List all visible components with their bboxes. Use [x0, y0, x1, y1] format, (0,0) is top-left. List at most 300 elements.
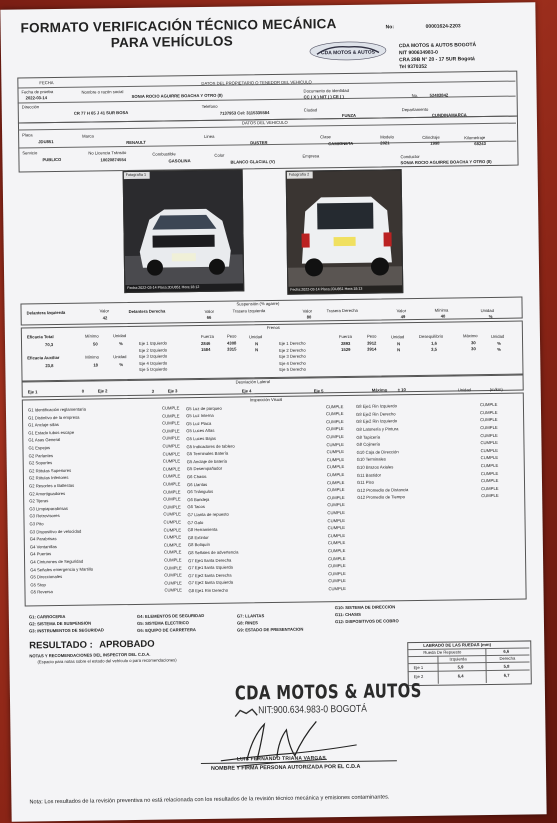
eje2-izq-fuerza: 1584 [201, 346, 211, 353]
labrado-repuesto-label: Rueda De Repuesto [423, 649, 462, 655]
inspeccion-item: G4 Señales emergencia y Martillo [30, 566, 94, 573]
unidad-label-1: Unidad [112, 333, 127, 339]
susp-unidad: % [488, 313, 493, 319]
inspeccion-status: CUMPLE [162, 412, 180, 419]
eficacia-aux-label: Eficacia Auxiliar [27, 354, 60, 361]
inspeccion-item: G1 Estado tubos escape [28, 429, 75, 436]
eficacia-total-unit: % [118, 341, 123, 347]
resultado-value: APROBADO [99, 638, 155, 651]
inspeccion-status: CUMPLE [326, 434, 344, 440]
susp-tras-der-label: Trasera Derecha [326, 307, 358, 314]
inspeccion-item: G11 Bastidor [356, 472, 382, 478]
depto: CUNDINAMARCA [431, 112, 467, 118]
company-name: CDA MOTOS & AUTOS BOGOTÁ [398, 42, 477, 50]
eje2-der-peso: 3914 [367, 346, 377, 352]
company-nit: NIT 900634983-0 [398, 49, 438, 57]
inspeccion-item: G4 Puertas [29, 551, 52, 557]
linea-label: Linea [204, 133, 215, 139]
conductor: SONIA ROCIO AGUIRRE BOACHA Y OTRO (8) [400, 158, 492, 166]
grupo-g12: G12: DISPOSITIVOS DE COBRO [334, 618, 399, 625]
eficacia-aux: 23,8 [45, 363, 54, 369]
combustible-label: Combustible [152, 151, 176, 157]
susp-unidad-label: Unidad [480, 307, 494, 314]
inspeccion-item: G5 Desempañador [186, 466, 223, 472]
labrado-izq-label: Izquierda [449, 656, 467, 662]
inspeccion-item: G8 Botiquín [187, 542, 211, 548]
photo1-label: Fotografía 1 [125, 172, 147, 178]
inspeccion-status: CUMPLE [480, 478, 499, 484]
doc-types: CC ( X ) NIT ( ) CE ( ) [303, 93, 344, 100]
grupo-g1: G1: CARROCERIA [28, 613, 66, 620]
desv-eje3-label: Eje 3 [167, 388, 178, 394]
km-label: Kilometraje [464, 135, 486, 141]
inspeccion-status: CUMPLE [326, 449, 345, 455]
cilindraje: 1998 [430, 140, 440, 146]
eje-der-2: Eje 2 Derecho [279, 347, 306, 353]
frenos-title: Frenos [266, 324, 280, 331]
inspeccion-item: G5 Anclaje de batería [186, 458, 227, 465]
vehicle-photo-front [123, 169, 245, 293]
owner-name: SONIA ROCIO AGUIRRE BOACHA Y OTRO (8) [131, 92, 223, 99]
inspeccion-status: CUMPLE [326, 418, 344, 425]
inspeccion-item: G8 Tapicería [356, 434, 381, 440]
max-1: 30 [471, 340, 476, 346]
inspeccion-item: G3 Pito [29, 521, 44, 527]
inspeccion-item: G5 Luz Placa [186, 420, 212, 427]
inspeccion-item: G6 Tacos [187, 504, 205, 510]
inspeccion-item: G3 Limpiaparabrisas [29, 505, 68, 512]
inspeccion-item: G7 Eje1 llanta Izquierda [188, 564, 233, 571]
desv-unidad: (m/km) [489, 386, 503, 392]
inspeccion-status: CUMPLE [480, 417, 498, 423]
cda-stamp-name: CDA MOTOS & AUTOS [234, 679, 422, 705]
inspeccion-item: G7 Eje2 llanta Derecha [188, 572, 232, 579]
placa-label: Placa [22, 132, 33, 138]
inspeccion-item: G1 Anclaje sillas [28, 422, 59, 428]
company-tel: Tel 9370352 [399, 63, 427, 71]
inspeccion-status: CUMPLE [480, 470, 499, 476]
inspeccion-status: CUMPLE [163, 496, 181, 502]
grupo-g11: G11: CHASIS [334, 611, 361, 618]
eje2-izq-peso: 3315 [227, 346, 237, 352]
doc-title-line2: PARA VEHÍCULOS [110, 33, 233, 51]
suspension-title: Suspensión (% agarre) [236, 300, 280, 307]
inspeccion-item: G8 Extintor [187, 534, 209, 541]
eje-izq-1: Eje 1 Izquierdo [138, 340, 167, 346]
inspeccion-item: G8 Eje2 Rin Derecho [356, 411, 396, 417]
inspeccion-status: CUMPLE [162, 481, 181, 487]
inspeccion-item: G5 Terminales Batería [186, 450, 229, 457]
grupo-g4: G4: ELEMENTOS DE SEGURIDAD [136, 612, 205, 619]
labrado-eje1: Eje 1 [413, 664, 424, 671]
inspeccion-status: CUMPLE [326, 464, 345, 470]
grupo-g7: G7: LLANTAS [236, 613, 265, 619]
no-label: No: [385, 24, 395, 31]
fecha-prueba-label: Fecha de prueba [21, 89, 54, 95]
desv-eje4-label: Eje 4 [241, 388, 252, 394]
desv-maximo-label: Máximo [371, 387, 388, 393]
deseq-2: 3,5 [431, 346, 438, 352]
eje2-izq-unit: N [255, 347, 259, 353]
inspeccion-item: G12 Promedio de Distancia [357, 486, 409, 493]
eje-der-4: Eje 4 Derecho [279, 360, 306, 366]
inspeccion-status: CUMPLE [327, 532, 346, 539]
eje2-der-fuerza: 1529 [341, 346, 351, 353]
deseq-unit-1: % [497, 340, 501, 346]
inspeccion-status: CUMPLE [326, 479, 345, 485]
inspeccion-status: CUMPLE [480, 455, 499, 461]
cda-stamp-nit: NIT:900.634.983-0 BOGOTÁ [258, 703, 367, 717]
inspeccion-status: CUMPLE [328, 563, 346, 569]
labrado-title: LABRADO DE LAS RUEDAS (mm) [423, 641, 492, 648]
inspeccion-status: CUMPLE [326, 456, 345, 463]
inspeccion-item: G5 Luces Altas [186, 428, 215, 434]
clase: CAMIONETA [328, 140, 354, 147]
inspeccion-item: G8 Cojinería [356, 441, 381, 448]
fecha-label: FECHA [39, 80, 54, 86]
inspeccion-item: G2 Soportes [28, 460, 53, 466]
empresa-label: Empresa [302, 153, 320, 159]
company-logo [309, 40, 387, 61]
inspeccion-item: G5 Luz Interna [186, 413, 214, 419]
inspeccion-status: CUMPLE [325, 403, 344, 409]
eficacia-aux-min: 18 [93, 362, 99, 368]
firma-name: LUIS FERNANDO TRIANA VARGAS [236, 755, 326, 763]
inspeccion-status: CUMPLE [481, 485, 499, 491]
inspeccion-item: G8 Eje1 Rin Izquierdo [355, 403, 397, 410]
susp-del-der-label: Delantera Derecha [128, 308, 166, 315]
fecha-prueba: 2022-03-14 [25, 95, 48, 101]
inspeccion-status: CUMPLE [161, 405, 180, 411]
cilindraje-label: Cilindraje [422, 134, 440, 140]
grupo-g5: G5: SISTEMA ELECTRICO [136, 620, 189, 626]
eje2-der-unit: N [397, 347, 401, 353]
photo2-stamp: Fecha:2022-03-14 Placa:JDU851 Hora:18:13 [290, 286, 363, 292]
ejes-der-list [279, 341, 306, 374]
inspeccion-status: CUMPLE [163, 504, 181, 510]
eje-izq-5: Eje 5 Izquierdo [139, 366, 168, 373]
eficacia-total-min: 50 [92, 341, 98, 347]
doc-no: 52483842 [429, 92, 449, 98]
eje-izq-3: Eje 3 Izquierdo [139, 353, 168, 359]
ciudad: FUNZA [341, 112, 357, 119]
inspeccion-status: CUMPLE [163, 542, 182, 548]
doc-title-line1: FORMATO VERIFICACIÓN TÉCNICO MECÁNICA [20, 16, 337, 36]
placa: JDU851 [38, 139, 54, 145]
combustible: GASOLINA [168, 158, 191, 164]
deseq-1: 1,6 [431, 340, 437, 346]
eje1-izq-fuerza: 2846 [201, 340, 211, 347]
inspeccion-item: G8 Herramienta [187, 526, 218, 533]
inspeccion-status: CUMPLE [163, 526, 182, 533]
unidad-label-4: Unidad [390, 334, 405, 340]
inspeccion-status: CUMPLE [162, 420, 180, 426]
inspeccion-status: CUMPLE [162, 466, 181, 472]
eje1-izq-unit: N [255, 341, 259, 347]
labrado-eje2-izq: 6,4 [457, 673, 464, 679]
inspeccion-item: G2 Resortes o Ballestas [28, 482, 75, 489]
notas-subtitle: (Espacio para notas sobre el estado del vehículo o para recomendaciones) [37, 657, 177, 665]
unidad-label-5: Unidad [490, 333, 505, 339]
inspeccion-item: G2 Rótulas Superiores [28, 467, 72, 474]
inspeccion-item: G8 Eje2 Rin Izquierdo [356, 418, 398, 425]
marca: RENAULT [126, 139, 146, 146]
inspeccion-status: CUMPLE [480, 462, 499, 469]
nota-footer: Nota: Los resultados de la revisión preventiva no está relacionada con los resultados de la revisión técnico mecánica y emisiones contaminantes. [29, 794, 390, 806]
ciudad-label: Ciudad [303, 107, 318, 113]
inspeccion-item: G4 Parabrisas [29, 536, 57, 542]
inspeccion-status: CUMPLE [164, 580, 182, 586]
peso-label-1: Peso [226, 333, 237, 339]
inspeccion-item: G8 Latonería y Pintura [356, 426, 399, 432]
desv-eje2-label: Eje 2 [97, 388, 108, 394]
inspeccion-status: CUMPLE [328, 586, 346, 592]
inspeccion-status: CUMPLE [328, 555, 346, 561]
inspeccion-status: CUMPLE [162, 428, 180, 434]
licencia: 10020874554 [100, 157, 127, 163]
svg-text:CDA MOTOS & AUTOS: CDA MOTOS & AUTOS [321, 49, 375, 57]
inspeccion-status: CUMPLE [327, 510, 345, 516]
inspeccion-status: CUMPLE [163, 488, 181, 495]
susp-tras-izq-label: Trasera Izquierda [232, 308, 266, 314]
labrado-eje1-der: 5,8 [503, 663, 510, 669]
maximo-label: Máximo [462, 333, 478, 339]
inspeccion-status: CUMPLE [326, 441, 344, 447]
eficacia-total-label: Eficacia Total [26, 334, 54, 340]
inspeccion-item: G6 Llantas [186, 481, 208, 487]
vehicle-photo-rear [286, 169, 404, 295]
inspeccion-item: G10 Brazos Axiales [356, 464, 394, 470]
nombre-label: Nombre o razón social [81, 89, 124, 95]
eficacia-total: 70,3 [45, 342, 54, 348]
inspeccion-status: CUMPLE [479, 409, 498, 415]
labrado-repuesto: 6,6 [503, 648, 510, 654]
susp-del-izq-label: Delantera Izquierda [26, 309, 66, 316]
minimo-label-2: Mínimo [85, 354, 99, 360]
inspeccion-status: CUMPLE [326, 472, 345, 478]
eje-izq-4: Eje 4 Izquierdo [139, 360, 168, 366]
inspeccion-status: CUMPLE [327, 548, 346, 554]
max-2: 30 [471, 346, 476, 352]
inspeccion-item: G1 Distintivo de la empresa [28, 414, 80, 421]
conductor-label: Conductor [400, 153, 420, 160]
inspeccion-status: CUMPLE [162, 435, 180, 441]
no-value: 00001624-2203 [425, 23, 461, 30]
modelo: 2021 [380, 140, 390, 146]
inspeccion-box [22, 393, 527, 607]
inspeccion-item: G2 Tijeras [29, 498, 49, 504]
inspeccion-status: CUMPLE [480, 447, 499, 453]
inspeccion-item: G1 Asas General [28, 437, 61, 443]
inspeccion-item: G8 Eje1 Rin Derecho [188, 587, 229, 594]
inspeccion-status: CUMPLE [163, 519, 182, 525]
grupo-g6: G6: EQUIPO DE CARRETERA [137, 627, 196, 633]
unidad-label-3: Unidad [248, 334, 263, 340]
labrado-der-label: Derecha [499, 655, 516, 661]
inspeccion-item: G7 Gato [187, 519, 204, 525]
inspeccion-status: CUMPLE [164, 557, 182, 563]
inspeccion-status: CUMPLE [479, 402, 498, 408]
inspeccion-item: G7 Eje2 llanta Izquierda [188, 579, 234, 586]
inspeccion-item: G12 Promedio de Tiempo [357, 494, 405, 501]
inspeccion-status: CUMPLE [480, 440, 498, 446]
inspeccion-item: G5 Stop [30, 581, 46, 588]
grupo-g2: G2: SISTEMA DE SUSPENSION [28, 620, 92, 627]
inspeccion-status: CUMPLE [327, 487, 345, 493]
inspeccion-item: G5 Luces Bajas [186, 435, 216, 442]
fuerza-label-2: Fuerza [338, 333, 353, 340]
direccion-label: Dirección [21, 104, 40, 110]
eje1-der-fuerza: 2893 [341, 340, 351, 347]
eje-der-3: Eje 3 Derecho [279, 353, 306, 360]
eje1-izq-peso: 4308 [226, 340, 237, 346]
resultado-label: RESULTADO : [29, 639, 93, 652]
owner-section-title: DATOS DEL PROPIETARIO O TENEDOR DEL VEHICULO [201, 79, 312, 86]
doc-no-label: No. [411, 92, 419, 99]
company-address: CRA 29B N° 20 - 17 SUR Bogotá [399, 56, 475, 64]
labrado-eje1-izq: 5,9 [457, 664, 464, 670]
ejes-izq-list [139, 340, 167, 373]
peso-label-2: Peso [366, 333, 377, 339]
inspeccion-status: CUMPLE [481, 493, 499, 499]
firma-role: NOMBRE Y FIRMA PERSONA AUTORIZADA POR EL C.D.A [210, 763, 361, 772]
labrado-eje2-der: 6,7 [503, 672, 510, 678]
inspeccion-item: G5 Reversa [30, 589, 53, 595]
desv-unidad-label: Unidad [457, 387, 472, 393]
susp-valor-label-2: Valor [204, 308, 215, 314]
photo1-stamp: Fecha:2022-03-14 Placa:JDU851 Hora:18:12 [127, 285, 200, 291]
telefono: 7137953 Cel: 3115335584 [219, 110, 270, 116]
inspeccion-item: G4 Ventanillas [29, 543, 57, 550]
inspeccion-status: CUMPLE [480, 424, 498, 431]
inspeccion-item: G6 Chasis [186, 473, 207, 480]
desv-eje2: 3 [151, 388, 155, 394]
grupo-g9: G9: ESTADO DE PRESENTACION [237, 626, 304, 633]
inspeccion-item: G2 Amortiguadores [29, 490, 66, 497]
susp-tras-izq: 80 [306, 314, 312, 320]
desv-eje1-label: Eje 1 [27, 389, 38, 395]
fuerza-label-1: Fuerza [200, 333, 215, 340]
labrado-eje2: Eje 2 [413, 673, 424, 680]
inspeccion-status: CUMPLE [328, 578, 346, 584]
telefono-label: Telefono [201, 103, 218, 109]
photo2-label: Fotografía 2 [288, 172, 310, 177]
inspeccion-status: CUMPLE [327, 540, 346, 546]
deseq-label: Desequilibrio [418, 333, 444, 339]
inspeccion-item: G2 Parlantes [28, 452, 54, 459]
inspeccion-item: G6 Bandeja [187, 496, 210, 503]
inspeccion-item: G6 Triángulos [187, 489, 214, 495]
susp-valor-label-3: Valor [302, 308, 313, 314]
document-page [0, 2, 546, 821]
desv-eje1: 0 [81, 388, 85, 394]
susp-del-der: 66 [206, 314, 212, 320]
grupo-g10: G10: SISTEMA DE DIRECCION [334, 604, 396, 611]
inspeccion-title: Inspección Visual [249, 396, 283, 403]
linea: DUSTER [250, 140, 268, 146]
inspeccion-item: G1 Espejos [28, 445, 51, 451]
inspeccion-status: CUMPLE [327, 502, 345, 508]
inspeccion-status: CUMPLE [162, 473, 181, 479]
inspeccion-item: G10 Terminales [356, 456, 386, 463]
vehicle-section-title: DATOS DEL VEHICULO [241, 119, 288, 126]
servicio: PUBLICO [42, 156, 62, 163]
eje-izq-2: Eje 2 Izquierdo [139, 347, 168, 353]
inspeccion-item: G8 Señales de advertencia [187, 549, 239, 556]
modelo-label: Modelo [380, 134, 394, 140]
inspeccion-status: CUMPLE [162, 443, 180, 449]
inspeccion-status: CUMPLE [326, 426, 344, 432]
inspeccion-status: CUMPLE [164, 564, 182, 571]
eje-der-1: Eje 1 Derecho [279, 340, 306, 346]
notas-title: NOTAS Y RECOMENDACIONES DEL INSPECTOR DEL C.D.A. [29, 651, 151, 659]
desviacion-title: Desviación Lateral [235, 379, 271, 385]
inspeccion-status: CUMPLE [164, 587, 182, 593]
inspeccion-item: G10 Caja de Dirección [356, 449, 399, 455]
desv-maximo: ± 10 [397, 387, 406, 393]
inspeccion-status: CUMPLE [327, 517, 346, 523]
eje-der-5: Eje 5 Derecho [279, 366, 306, 373]
inspeccion-status: CUMPLE [328, 570, 346, 577]
susp-valor-label-4: Valor [396, 308, 407, 314]
licencia-label: No Licencia Tránsito [88, 150, 127, 156]
eje1-der-unit: N [397, 341, 401, 347]
inspeccion-item: G11 Piso [356, 479, 374, 486]
inspeccion-status: CUMPLE [325, 411, 344, 417]
grupo-g3: G3: INSTRUMENTOS DE SEGURIDAD [28, 627, 104, 634]
depto-label: Departamento [401, 106, 429, 113]
inspeccion-item: G3 Retrovisores [29, 513, 60, 519]
deseq-unit-2: % [497, 346, 501, 352]
eficacia-aux-unit: % [119, 362, 124, 368]
minimo-label-1: Mínimo [84, 333, 99, 339]
inspeccion-item: G4 Cinturones de Seguridad [30, 558, 84, 565]
clase-label: Clase [320, 134, 331, 140]
color: BLANCO GLACIAL (V) [230, 158, 275, 165]
inspeccion-status: CUMPLE [327, 525, 346, 531]
inspeccion-status: CUMPLE [162, 450, 181, 457]
marca-label: Marca [82, 133, 94, 139]
inspeccion-status: CUMPLE [163, 511, 181, 517]
inspeccion-status: CUMPLE [164, 572, 182, 578]
desv-eje5-label: Eje 5 [313, 388, 324, 394]
inspeccion-item: G3 Dispositivo de velocidad [29, 528, 82, 535]
inspeccion-item: G5 Indicadores de tablero [186, 443, 235, 449]
inspeccion-item: G5 Luz de parqueo [185, 405, 222, 411]
susp-valor-label-1: Valor [99, 308, 110, 314]
servicio-label: Servicio [22, 150, 38, 156]
inspeccion-status: CUMPLE [162, 458, 181, 464]
color-label: Color [214, 152, 225, 158]
susp-tras-der: 49 [400, 314, 406, 320]
inspeccion-item: G7 Eje1 llanta Derecha [188, 557, 232, 563]
eje1-der-peso: 3912 [367, 340, 377, 346]
km: 68243 [474, 141, 486, 147]
inspeccion-item: G2 Rótulas Inferiores [28, 475, 69, 481]
susp-minima-label: Mínima [434, 307, 449, 313]
inspeccion-status: CUMPLE [163, 534, 182, 540]
inspeccion-item: G5 Direccionales [30, 574, 63, 580]
inspeccion-item: G7 Llanta de repuesto [187, 511, 229, 518]
inspeccion-status: CUMPLE [163, 549, 182, 555]
inspeccion-status: CUMPLE [480, 432, 498, 438]
susp-del-izq: 42 [102, 315, 108, 321]
doc-label: Documento de identidad [303, 87, 349, 94]
direccion: CR 77 H 65 J 41 SUR BOSA [73, 109, 129, 116]
inspeccion-item: G1 Identificación reglamentaria [27, 406, 86, 413]
susp-minima: 40 [440, 313, 446, 319]
grupo-g8: G8: RINES [236, 620, 258, 626]
